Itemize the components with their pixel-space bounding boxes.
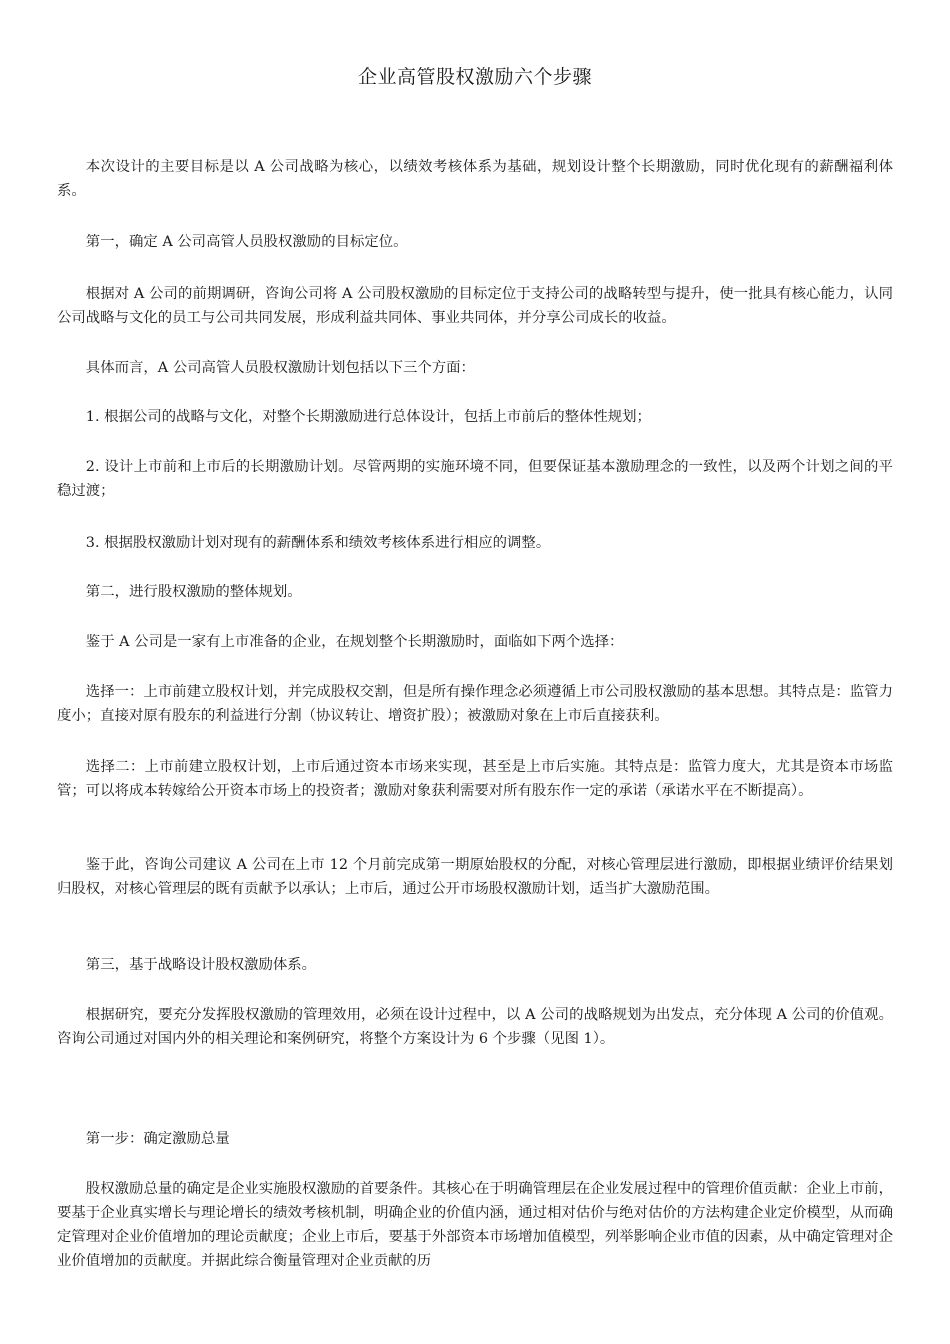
document-title: 企业高管股权激励六个步骤 xyxy=(357,66,592,88)
paragraph-choice-one: 选择一：上市前建立股权计划，并完成股权交割，但是所有操作理念必须遵循上市公司股权激励的基本思想。其特点是：监管力度小；直接对原有股东的利益进行分割（协议转让、增资扩股）；被激励对象在上市后直接获利。 xyxy=(57,684,893,724)
paragraph-target-positioning: 根据对 A 公司的前期调研，咨询公司将 A 公司股权激励的目标定位于支持公司的战略转型与提升，使一批具有核心能力，认同公司战略与文化的员工与公司共同发展，形成利益共同体、事业共同体，并分享公司成长的收益。 xyxy=(57,286,893,326)
heading-third-strategy-design: 第三，基于战略设计股权激励体系。 xyxy=(85,957,317,973)
list-item-1: 1. 根据公司的战略与文化，对整个长期激励进行总体设计，包括上市前后的整体性规划； xyxy=(85,409,651,425)
paragraph-six-steps: 根据研究，要充分发挥股权激励的管理效用，必须在设计过程中，以 A 公司的战略规划为出发点，充分体现 A 公司的价值观。咨询公司通过对国内外的相关理论和案例研究，将整个方案设计为 6 个步骤（见图 1）。 xyxy=(57,1007,893,1047)
heading-second-overall-planning: 第二，进行股权激励的整体规划。 xyxy=(85,584,302,600)
heading-step-one: 第一步：确定激励总量 xyxy=(85,1131,230,1147)
list-item-2: 2. 设计上市前和上市后的长期激励计划。尽管两期的实施环境不同，但要保证基本激励理念的一致性，以及两个计划之间的平稳过渡； xyxy=(57,459,893,499)
paragraph-choice-two: 选择二：上市前建立股权计划，上市后通过资本市场来实现，甚至是上市后实施。其特点是：监管力度大，尤其是资本市场监管；可以将成本转嫁给公开资本市场上的投资者；激励对象获利需要对所有股东作一定的承诺（承诺水平在不断提高）。 xyxy=(57,759,893,799)
paragraph-two-choices-intro: 鉴于 A 公司是一家有上市准备的企业，在规划整个长期激励时，面临如下两个选择： xyxy=(85,634,624,650)
paragraph-design-goal: 本次设计的主要目标是以 A 公司战略为核心，以绩效考核体系为基础，规划设计整个长期激励，同时优化现有的薪酬福利体系。 xyxy=(57,159,893,199)
paragraph-plan-aspects-intro: 具体而言，A 公司高管人员股权激励计划包括以下三个方面： xyxy=(85,360,475,376)
heading-first-target-positioning: 第一，确定 A 公司高管人员股权激励的目标定位。 xyxy=(85,234,408,250)
paragraph-recommendation: 鉴于此，咨询公司建议 A 公司在上市 12 个月前完成第一期原始股权的分配，对核心管理层进行激励，即根据业绩评价结果划归股权，对核心管理层的既有贡献予以承认；上市后，通过公开市场股权激励计划，适当扩大激励范围。 xyxy=(57,857,893,897)
list-item-3: 3. 根据股权激励计划对现有的薪酬体系和绩效考核体系进行相应的调整。 xyxy=(85,535,551,551)
paragraph-step-one-body: 股权激励总量的确定是企业实施股权激励的首要条件。其核心在于明确管理层在企业发展过程中的管理价值贡献：企业上市前，要基于企业真实增长与理论增长的绩效考核机制，明确企业的价值内涵，通过相对估价与绝对估价的方法构建企业定价模型，从而确定管理对企业价值增加的理论贡献度；企业上市后，要基于外部资本市场增加值模型，列举影响企业市值的因素，从中确定管理对企业价值增加的贡献度。并据此综合衡量管理对企业贡献的历 xyxy=(57,1181,893,1269)
